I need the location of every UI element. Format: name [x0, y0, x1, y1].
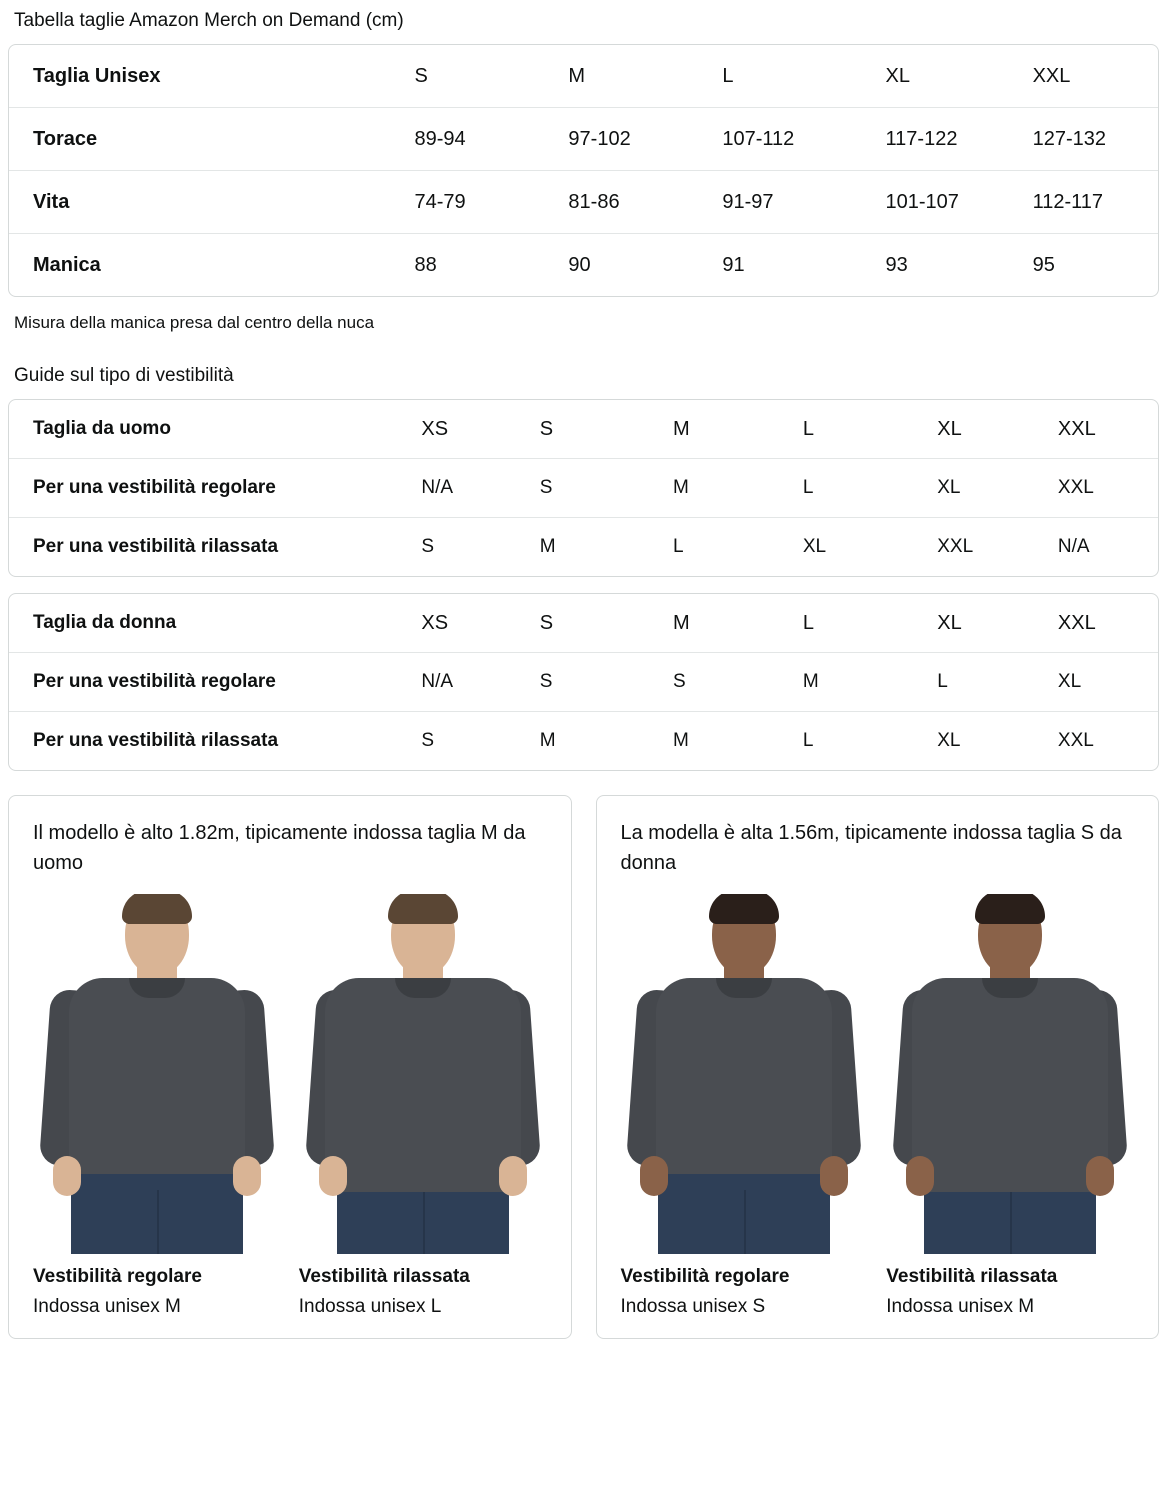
female-relaxed-fit-wears: Indossa unisex M	[886, 1296, 1035, 1317]
cell-manica-l: 91	[698, 234, 861, 297]
table-row-header	[9, 594, 1158, 653]
cell-torace-xl: 117-122	[862, 108, 1009, 171]
hair-shape	[122, 894, 192, 924]
table-row	[9, 108, 1158, 171]
female-relaxed-fit-label: Vestibilità rilassata	[886, 1266, 1058, 1287]
cell-vita-xxl: 112-117	[1009, 171, 1158, 234]
cell-women-regular-2: S	[649, 653, 779, 712]
cell-men-relaxed-3: XL	[779, 518, 913, 577]
hair-shape	[975, 894, 1045, 924]
left-hand-shape	[640, 1156, 668, 1196]
column-header-unisex: Taglia Unisex	[33, 65, 161, 87]
sleeve-measurement-note: Misura della manica presa dal centro della nuca	[14, 313, 375, 332]
cell-women-regular-0: N/A	[397, 653, 515, 712]
women-fit-table-card	[8, 593, 1159, 771]
cell-women-relaxed-2: M	[649, 712, 779, 771]
left-hand-shape	[906, 1156, 934, 1196]
column-header-women-xs: XS	[421, 612, 449, 634]
jeans-shape	[71, 1170, 243, 1254]
female-model-card	[596, 795, 1160, 1339]
male-model-relaxed-fit-photo	[299, 894, 547, 1254]
cell-women-regular-4: L	[913, 653, 1034, 712]
cell-men-regular-2: M	[649, 459, 779, 518]
model-cards-row	[8, 795, 1159, 1349]
cell-men-regular-1: S	[516, 459, 649, 518]
hair-shape	[709, 894, 779, 924]
table-row-header	[9, 45, 1158, 108]
male-model-headline: Il modello è alto 1.82m, tipicamente indossa taglia M da uomo	[33, 822, 526, 874]
cell-women-regular-1: S	[516, 653, 649, 712]
shirt-shape	[656, 978, 832, 1174]
cell-vita-m: 81-86	[544, 171, 698, 234]
column-header-s: S	[414, 65, 428, 87]
female-regular-fit-label: Vestibilità regolare	[620, 1266, 790, 1287]
cell-men-regular-3: L	[779, 459, 913, 518]
cell-women-relaxed-3: L	[779, 712, 913, 771]
table-row-header	[9, 400, 1158, 459]
male-relaxed-fit-wears: Indossa unisex L	[298, 1296, 442, 1317]
right-hand-shape	[820, 1156, 848, 1196]
cell-women-regular-3: M	[779, 653, 913, 712]
female-model-relaxed-fit-photo	[886, 894, 1134, 1254]
cell-men-regular-5: XXL	[1034, 459, 1158, 518]
row-header-vita: Vita	[9, 171, 390, 234]
cell-vita-l: 91-97	[698, 171, 861, 234]
fit-guides-title: Guide sul tipo di vestibilità	[14, 365, 234, 386]
male-relaxed-fit-label: Vestibilità rilassata	[298, 1266, 470, 1287]
column-header-xl: XL	[885, 65, 910, 87]
row-header-men-regular: Per una vestibilità regolare	[9, 459, 397, 518]
cell-women-relaxed-5: XXL	[1034, 712, 1158, 771]
female-relaxed-fit-figure	[886, 894, 1134, 1320]
row-header-torace: Torace	[9, 108, 390, 171]
male-regular-fit-figure	[33, 894, 281, 1320]
column-header-l: L	[722, 65, 734, 87]
table-row	[9, 653, 1158, 712]
column-header-men-xxl: XXL	[1057, 418, 1096, 440]
women-fit-table	[9, 594, 1158, 770]
unisex-size-table-card	[8, 44, 1159, 297]
person-illustration	[33, 894, 281, 1254]
male-regular-fit-wears: Indossa unisex M	[33, 1296, 181, 1317]
male-model-figures	[33, 894, 547, 1320]
shirt-shape	[912, 978, 1108, 1192]
male-relaxed-fit-figure	[299, 894, 547, 1320]
column-header-women-s: S	[539, 612, 554, 634]
right-hand-shape	[1086, 1156, 1114, 1196]
column-header-xxl: XXL	[1032, 65, 1071, 87]
cell-men-regular-0: N/A	[397, 459, 515, 518]
table-row	[9, 459, 1158, 518]
column-header-men: Taglia da uomo	[33, 418, 171, 439]
person-illustration	[621, 894, 869, 1254]
table-spacer	[8, 577, 1159, 593]
men-fit-table-card	[8, 399, 1159, 577]
female-model-regular-fit-photo	[621, 894, 869, 1254]
male-model-card	[8, 795, 572, 1339]
cell-torace-s: 89-94	[390, 108, 544, 171]
hair-shape	[388, 894, 458, 924]
cell-vita-s: 74-79	[390, 171, 544, 234]
cell-manica-xl: 93	[862, 234, 1009, 297]
right-hand-shape	[233, 1156, 261, 1196]
table-row	[9, 234, 1158, 297]
row-header-women-regular: Per una vestibilità regolare	[9, 653, 397, 712]
person-illustration	[886, 894, 1134, 1254]
column-header-men-s: S	[539, 418, 554, 440]
shirt-shape	[325, 978, 521, 1192]
column-header-men-xs: XS	[421, 418, 449, 440]
cell-manica-m: 90	[544, 234, 698, 297]
shirt-shape	[69, 978, 245, 1174]
person-illustration	[299, 894, 547, 1254]
jeans-shape	[658, 1170, 830, 1254]
cell-men-relaxed-2: L	[649, 518, 779, 577]
cell-manica-s: 88	[390, 234, 544, 297]
female-model-headline: La modella è alta 1.56m, tipicamente indossa taglia S da donna	[620, 822, 1122, 874]
male-regular-fit-label: Vestibilità regolare	[33, 1266, 202, 1287]
table-row	[9, 518, 1158, 577]
cell-torace-m: 97-102	[544, 108, 698, 171]
table-row	[9, 712, 1158, 771]
cell-men-relaxed-0: S	[397, 518, 515, 577]
cell-torace-xxl: 127-132	[1009, 108, 1158, 171]
cell-women-regular-5: XL	[1034, 653, 1158, 712]
female-model-figures	[621, 894, 1135, 1320]
table-row	[9, 171, 1158, 234]
row-header-men-relaxed: Per una vestibilità rilassata	[9, 518, 397, 577]
cell-manica-xxl: 95	[1009, 234, 1158, 297]
unisex-size-table	[9, 45, 1158, 296]
column-header-women-xxl: XXL	[1057, 612, 1096, 634]
left-hand-shape	[53, 1156, 81, 1196]
column-header-women-xl: XL	[937, 612, 962, 634]
column-header-m: M	[568, 65, 586, 87]
cell-men-regular-4: XL	[913, 459, 1034, 518]
men-fit-table	[9, 400, 1158, 576]
cell-vita-xl: 101-107	[862, 171, 1009, 234]
row-header-women-relaxed: Per una vestibilità rilassata	[9, 712, 397, 771]
right-hand-shape	[499, 1156, 527, 1196]
left-hand-shape	[319, 1156, 347, 1196]
cell-men-relaxed-4: XXL	[913, 518, 1034, 577]
column-header-men-m: M	[673, 418, 690, 440]
female-regular-fit-figure	[621, 894, 869, 1320]
cell-men-relaxed-1: M	[516, 518, 649, 577]
cell-women-relaxed-4: XL	[913, 712, 1034, 771]
female-regular-fit-wears: Indossa unisex S	[620, 1296, 766, 1317]
cell-women-relaxed-1: M	[516, 712, 649, 771]
cell-torace-l: 107-112	[698, 108, 861, 171]
cell-men-relaxed-5: N/A	[1034, 518, 1158, 577]
column-header-women-m: M	[673, 612, 690, 634]
column-header-men-l: L	[802, 418, 814, 440]
row-header-manica: Manica	[9, 234, 390, 297]
column-header-men-xl: XL	[937, 418, 962, 440]
column-header-women: Taglia da donna	[33, 612, 177, 633]
column-header-women-l: L	[802, 612, 814, 634]
male-model-regular-fit-photo	[33, 894, 281, 1254]
size-chart-caption: Tabella taglie Amazon Merch on Demand (cm)	[14, 10, 404, 31]
cell-women-relaxed-0: S	[397, 712, 515, 771]
